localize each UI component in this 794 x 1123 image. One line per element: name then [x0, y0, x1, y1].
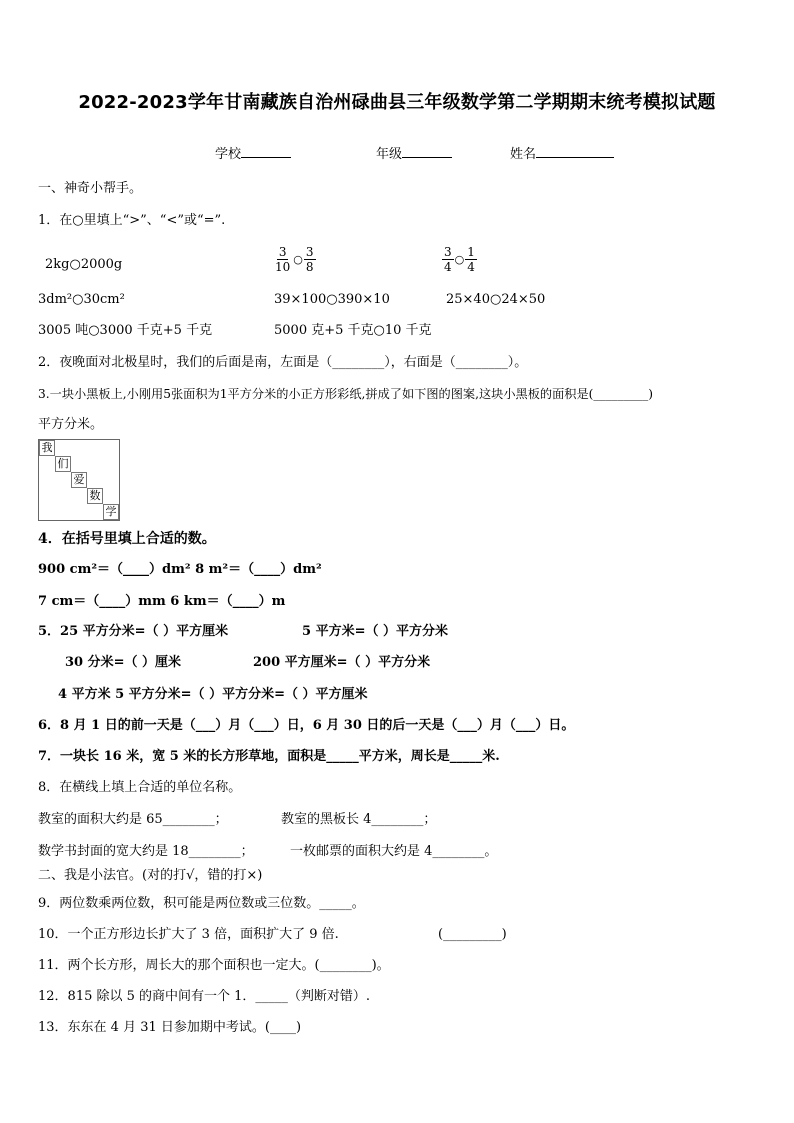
question-8-stem: 8．在横线上填上合适的单位名称。 — [38, 780, 242, 795]
question-7: 7．一块长 16 米，宽 5 米的长方形草地，面积是_____平方米，周长是_____米. — [38, 749, 500, 764]
question-12: 12．815 除以 5 的商中间有一个 1．_____（判断对错）. — [38, 989, 371, 1004]
name-label: 姓名 — [510, 147, 537, 162]
q1-row1-b — [272, 245, 317, 274]
compare-circle[interactable]: ○ — [454, 253, 465, 266]
grade-blank[interactable] — [402, 144, 452, 158]
question-11: 11．两个长方形，周长大的那个面积也一定大。(________)。 — [38, 958, 390, 973]
question-5-c: 30 分米=（ ）厘米 — [65, 655, 182, 670]
pattern-square: 数 — [87, 488, 103, 504]
question-4-line1: 900 cm²＝（____）dm² 8 m²＝（____）dm² — [38, 562, 322, 577]
question-6: 6．8 月 1 日的前一天是（___）月（___）日，6 月 30 日的后一天是（___）月（___）日。 — [38, 718, 575, 733]
school-label: 学校 — [215, 147, 242, 162]
q1-row2-a: 3dm²○30cm² — [38, 292, 125, 307]
question-8-a: 教室的面积大约是 65________； — [38, 812, 228, 827]
question-9: 9．两位数乘两位数，积可能是两位数或三位数。_____。 — [38, 896, 365, 911]
grade-label: 年级 — [376, 147, 403, 162]
question-10: 10．一个正方形边长扩大了 3 倍，面积扩大了 9 倍. — [38, 927, 339, 942]
q1-row3-b: 5000 克+5 千克○10 千克 — [274, 323, 432, 338]
page-title: 2022-2023学年甘南藏族自治州碌曲县三年级数学第二学期期末统考模拟试题 — [78, 92, 716, 113]
q1-row2-c: 25×40○24×50 — [446, 292, 546, 307]
pattern-square: 们 — [55, 456, 71, 472]
question-3-line1: 3.一块小黑板上,小刚用5张面积为1平方分米的小正方形彩纸,拼成了如下图的图案,这块小黑板的面积是(_________) — [38, 387, 653, 401]
fraction: $\frac{3}{10}$ — [275, 245, 291, 274]
question-5-d: 200 平方厘米=（ ）平方分米 — [253, 655, 431, 670]
question-5-e: 4 平方米 5 平方分米=（ ）平方分米=（ ）平方厘米 — [58, 687, 368, 702]
pattern-square: 我 — [39, 440, 55, 456]
question-3-line2: 平方分米。 — [38, 417, 104, 432]
name-blank[interactable] — [536, 144, 614, 158]
fraction: $\frac{3}{4}$ — [444, 245, 452, 274]
square-pattern-figure — [38, 439, 120, 521]
question-8-c: 数学书封面的宽大约是 18________； — [38, 844, 254, 859]
q1-row2-b: 39×100○390×10 — [274, 292, 390, 307]
question-4-stem: 4．在括号里填上合适的数。 — [38, 531, 216, 547]
section-1-heading: 一、神奇小帮手。 — [38, 181, 143, 196]
fraction: $\frac{1}{4}$ — [467, 245, 475, 274]
question-2: 2．夜晚面对北极星时，我们的后面是南，左面是（________），右面是（________）。 — [38, 355, 528, 370]
section-2-heading: 二、我是小法官。(对的打√，错的打×) — [38, 868, 263, 883]
question-8-b: 教室的黑板长 4________； — [281, 812, 437, 827]
q1-row1-a: 2kg○2000g — [45, 257, 123, 272]
question-10-answer[interactable]: (_________) — [438, 927, 507, 942]
question-4-line2: 7 cm＝（____）mm 6 km＝（____）m — [38, 594, 286, 609]
question-5-a: 5．25 平方分米=（ ）平方厘米 — [38, 624, 229, 639]
name-field — [510, 143, 614, 162]
fraction: $\frac{3}{8}$ — [305, 245, 314, 274]
grade-field — [376, 143, 452, 162]
q1-row3-a: 3005 吨○3000 千克+5 千克 — [38, 323, 213, 338]
question-1-stem: 1．在○里填上“>”、“<”或“=”. — [38, 213, 226, 228]
school-blank[interactable] — [241, 144, 291, 158]
question-5-b: 5 平方米=（ ）平方分米 — [302, 624, 448, 639]
school-field — [215, 143, 291, 162]
compare-circle[interactable]: ○ — [293, 253, 303, 266]
pattern-square: 学 — [103, 504, 119, 520]
question-13: 13．东东在 4 月 31 日参加期中考试。(____) — [38, 1020, 302, 1035]
pattern-square: 爱 — [71, 472, 87, 488]
question-8-d: 一枚邮票的面积大约是 4________。 — [290, 844, 498, 859]
q1-row1-c — [441, 245, 478, 274]
